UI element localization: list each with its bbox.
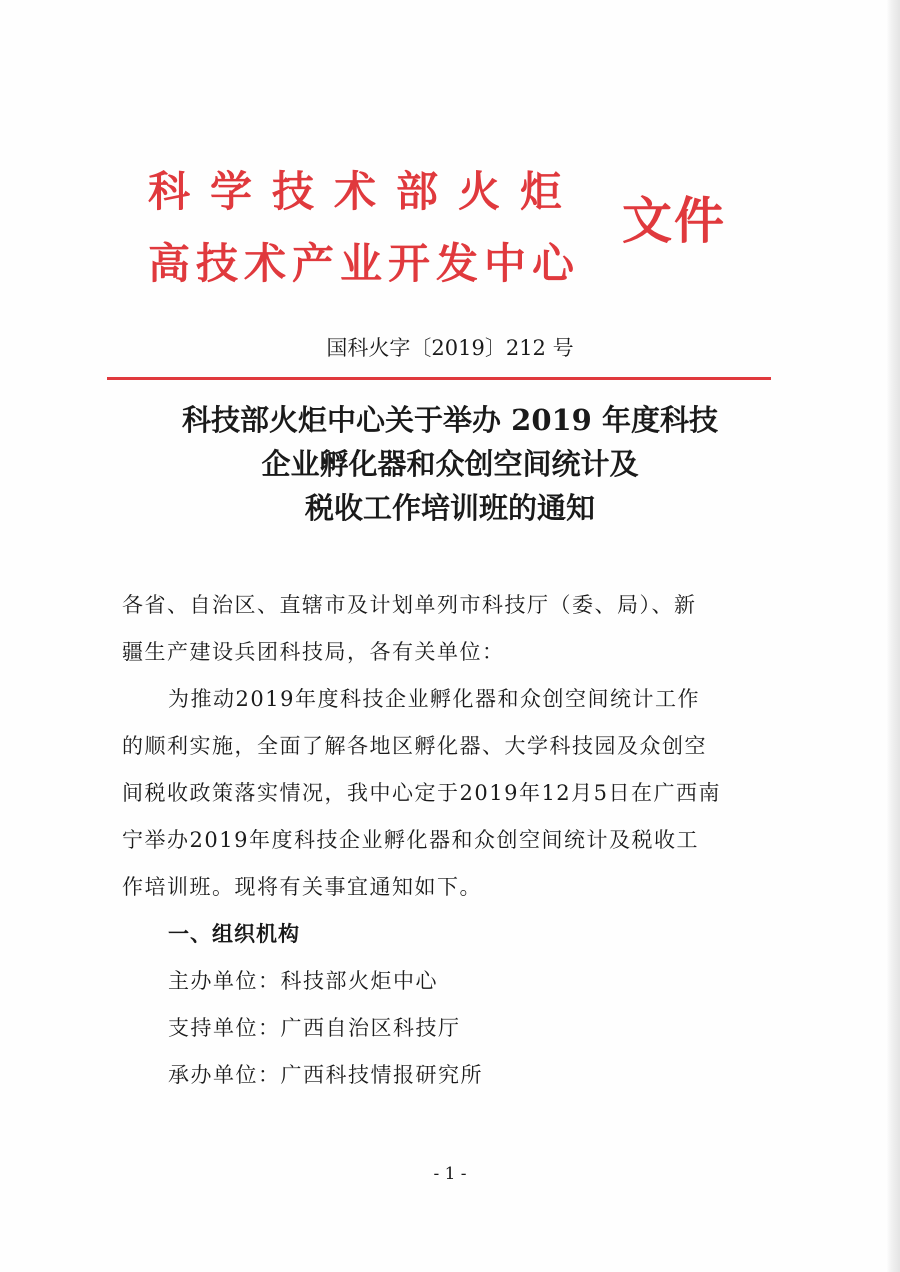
red-separator-line xyxy=(107,377,771,380)
notice-title-line1: 科技部火炬中心关于举办 2019 年度科技 xyxy=(182,403,718,437)
paragraph-line4: 宁举办2019年度科技企业孵化器和众创空间统计及税收工 xyxy=(122,828,699,852)
undertaker-line: 承办单位：广西科技情报研究所 xyxy=(168,1063,483,1087)
notice-title xyxy=(0,398,900,530)
notice-body xyxy=(122,582,758,1099)
salutation-line2: 疆生产建设兵团科技局，各有关单位： xyxy=(122,640,505,664)
paragraph-line5: 作培训班。现将有关事宜通知如下。 xyxy=(122,875,482,899)
paragraph-line3: 间税收政策落实情况，我中心定于2019年12月5日在广西南 xyxy=(122,781,722,805)
paragraph-line1: 为推动2019年度科技企业孵化器和众创空间统计工作 xyxy=(168,687,700,711)
paragraph-line2: 的顺利实施，全面了解各地区孵化器、大学科技园及众创空 xyxy=(122,734,707,758)
notice-title-line2: 企业孵化器和众创空间统计及 xyxy=(261,447,639,481)
scan-edge-shadow xyxy=(886,0,900,1272)
document-number: 国科火字〔2019〕212 号 xyxy=(326,336,574,360)
issuer-name-line2: 高技术产业开发中心 xyxy=(148,239,581,288)
document-label: 文件 xyxy=(622,192,726,250)
organizer-line: 主办单位：科技部火炬中心 xyxy=(168,969,438,993)
supporter-line: 支持单位：广西自治区科技厅 xyxy=(168,1016,461,1040)
page-number: - 1 - xyxy=(433,1164,467,1184)
issuer-name-line1: 科学技术部火炬 xyxy=(148,167,583,216)
salutation-line1: 各省、自治区、直辖市及计划单列市科技厅（委、局）、新 xyxy=(122,593,697,617)
notice-title-line3: 税收工作培训班的通知 xyxy=(304,491,595,525)
section-heading-organization: 一、组织机构 xyxy=(168,922,300,946)
